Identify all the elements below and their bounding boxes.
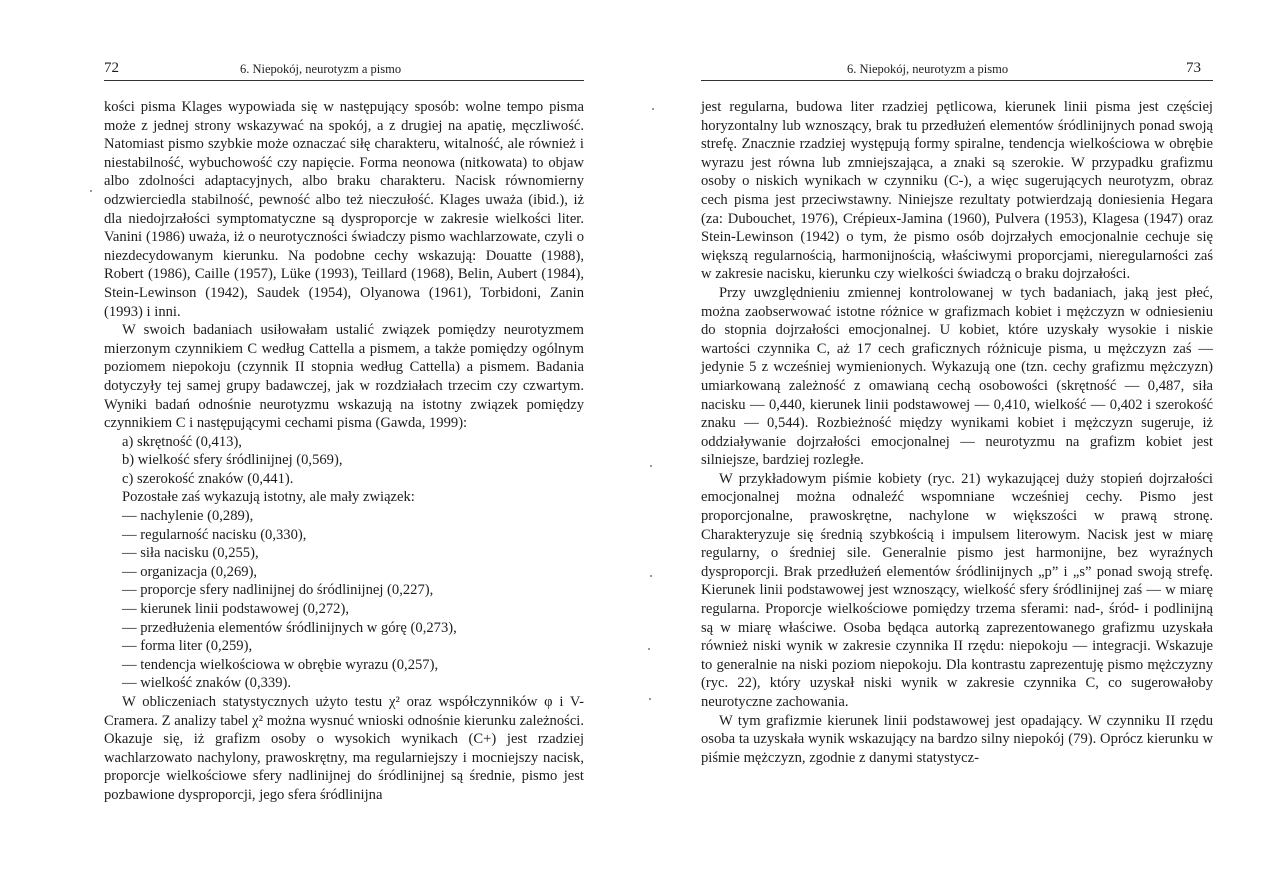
list-item: b) wielkość sfery śródlinijnej (0,569), xyxy=(122,452,343,469)
paragraph: W przykładowym piśmie kobiety (ryc. 21) wykazującej duży stopień dojrzałości emocjonalnej można odnaleźć wspomniane wcześniej cechy. Pismo jest proporcjonalne, prawoskrętne, nachylone w większości w prawą stronę. Charakteryzuje się średnią szybkością i impulsem literowym. Nacisk jest w miarę regularny, o średniej sile. Generalnie pismo jest harmonijne, bez wyraźnych dysproporcji. Brak przedłużeń elementów śródlinijnych „p” i „s” ponad swoją strefę. Kierunek linii podstawowej jest wznoszący, wielkość sfery śródlinijnej zaś — w miarę regularna. Proporcje wielkościowe pomiędzy trzema sferami: nad-, śród- i podlinijną są w miarę właściwe. Osoba będąca autorką zaprezentowanego grafizmu uzyskała również niski wynik w zakresie czynnika II rzędu: niepokoju — integracji. Wskazuje to generalnie na niski poziom niepokoju. Dla kontrastu zaprezentuję pismo mężczyzny (ryc. 22), który uzyskał niski wynik w zakresie czynnika C, co sugerowałoby neurotyczne zachowania. xyxy=(701,470,1213,710)
list-item: c) szerokość znaków (0,441). xyxy=(122,470,294,487)
list-item: — nachylenie (0,289), xyxy=(122,508,254,525)
paragraph: kości pisma Klages wypowiada się w następujący sposób: wolne tempo pisma może z jednej strony wskazywać na spokój, a z drugiej na apatię, męczliwość. Natomiast pismo szybkie może oznaczać siłę charakteru, witalność, ale również i niestabilność, wybuchowość czy napięcie. Forma neonowa (nitkowata) to objaw albo zdolności adaptacyjnych, albo braku charakteru. Nacisk równomierny odzwierciedla stabilność, pewność albo też nieczułość. Klages uważa (ibid.), iż dla niedojrzałości symptomatyczne są dysproporcje w zakresie wielkości liter. Vanini (1986) uważa, iż o neurotyczności świadczy pismo wachlarzowate, czyli o niezdecydowanym kierunku. Na podobne cechy wskazują: Douatte (1988), Robert (1986), Caille (1957), Lüke (1993), Teillard (1968), Belin, Aubert (1984), Stein-Lewinson (1942), Saudek (1954), Olyanowa (1961), Torbidoni, Zanin (1993) i inni. xyxy=(104,99,584,320)
paragraph: W obliczeniach statystycznych użyto testu χ² oraz współczynników φ i V-Cramera. Z analizy tabel χ² można wysnuć wnioski odnośnie kierunku zależności. Okazuje się, iż grafizm osoby o wysokich wynikach (C+) jest rzadziej wachlarzowato nachylony, prawoskrętny, ma regularniejszy i mocniejszy nacisk, proporcje wielkościowe sfery nadlinijnej do śródlinijnej są średnie, pismo jest pozbawione dysproporcji, jego sfera śródlinijna xyxy=(104,694,584,803)
scan-speck xyxy=(652,108,654,110)
list-item: — siła nacisku (0,255), xyxy=(122,545,259,562)
list-item: — kierunek linii podstawowej (0,272), xyxy=(122,601,349,618)
list-item: — wielkość znaków (0,339). xyxy=(122,675,292,692)
list-item: — regularność nacisku (0,330), xyxy=(122,526,307,543)
list-item: — forma liter (0,259), xyxy=(122,638,253,655)
header-rule xyxy=(104,80,584,81)
scan-speck xyxy=(648,648,650,650)
page-body xyxy=(701,98,1213,767)
list-intro: Pozostałe zaś wykazują istotny, ale mały związek: xyxy=(122,489,415,506)
paragraph: Przy uwzględnieniu zmiennej kontrolowanej w tych badaniach, jaką jest płeć, można zaobserwować istotne różnice w grafizmach kobiet i mężczyzn w odniesieniu do stopnia dojrzałości emocjonalnej. U kobiet, które uzyskały wysokie i niskie wartości czynnika C, aż 17 cech graficznych różnicuje pisma, u mężczyzn zaś — jedynie 5 z wcześniej wymienionych. Wykazują one (tzn. cechy grafizmu mężczyzn) umiarkowaną zależność z omawianą cechą osobowości (skrętność — 0,487, siła nacisku — 0,440, kierunek linii podstawowej — 0,410, wielkość — 0,402 i szerokość znaku — 0,544). Rozbieżność między wynikami kobiet i mężczyzn sugeruje, iż oddziaływanie dojrzałości emocjonalnej — neurotyzmu na grafizm kobiet jest silniejsze, bardziej rozległe. xyxy=(701,284,1213,469)
paragraph: W tym grafizmie kierunek linii podstawowej jest opadający. W czynniku II rzędu osoba ta uzyskała wynik wskazujący na bardzo silny niepokój (79). Oprócz kierunku w piśmie mężczyzn, zgodnie z danymi statystycz- xyxy=(701,712,1213,766)
running-header: 6. Niepokój, neurotyzm a pismo xyxy=(240,62,402,76)
paragraph: W swoich badaniach usiłowałam ustalić związek pomiędzy neurotyzmem mierzonym czynnikiem C według Cattella a pismem, a także pomiędzy ogólnym poziomem niepokoju (czynnik II stopnia według Cattella) a pismem. Badania dotyczyły tej samej grupy badawczej, jak w rozdziałach trzecim czy czwartym. Wyniki badań odnośnie neurotyzmu wskazują na istotny związek pomiędzy czynnikiem C i następującymi cechami pisma (Gawda, 1999): xyxy=(104,322,584,432)
paragraph: jest regularna, budowa liter rzadziej pętlicowa, kierunek linii pisma jest częściej horyzontalny lub wznoszący, brak tu przedłużeń elementów śródlinijnych ponad swoją strefę. Znacznie rzadziej występują formy spiralne, tendencja wielkościowa w obrębie wyrazu jest równa lub zmniejszająca, a znaki są szerokie. W przypadku grafizmu osoby o niskich wynikach w czynniku (C-), a więc sugerujących neurotyzm, obraz cech pisma jest przeciwstawny. Niniejsze rezultaty potwierdzają doniesienia Hegara (za: Dubouchet, 1976), Crépieux-Jamina (1960), Pulvera (1953), Klagesa (1947) oraz Stein-Lewinson (1942) o tym, że pismo osób dojrzałych emocjonalnie cechuje się większą regularnością, harmonijnością, właściwymi proporcjami, nieregularności zaś w zakresie nacisku, kierunku czy wielkości świadczą o braku dojrzałości. xyxy=(701,99,1213,283)
list-item: — przedłużenia elementów śródlinijnych w górę (0,273), xyxy=(122,619,457,636)
header-rule xyxy=(701,80,1213,81)
page-body xyxy=(104,98,584,805)
scan-speck xyxy=(90,190,92,192)
scan-speck xyxy=(650,465,652,467)
scan-speck xyxy=(649,698,651,700)
running-header: 6. Niepokój, neurotyzm a pismo xyxy=(847,62,1009,76)
page-number: 72 xyxy=(104,60,119,76)
list-small xyxy=(104,507,584,693)
list-item: a) skrętność (0,413), xyxy=(122,433,242,450)
right-page xyxy=(631,0,1262,894)
list-item: — tendencja wielkościowa w obrębie wyrazu (0,257), xyxy=(122,656,439,673)
list-item: — organizacja (0,269), xyxy=(122,563,258,580)
page-number: 73 xyxy=(1186,60,1201,76)
list-significant xyxy=(104,433,584,489)
list-item: — proporcje sfery nadlinijnej do śródlinijnej (0,227), xyxy=(122,582,434,599)
scan-speck xyxy=(650,575,652,577)
